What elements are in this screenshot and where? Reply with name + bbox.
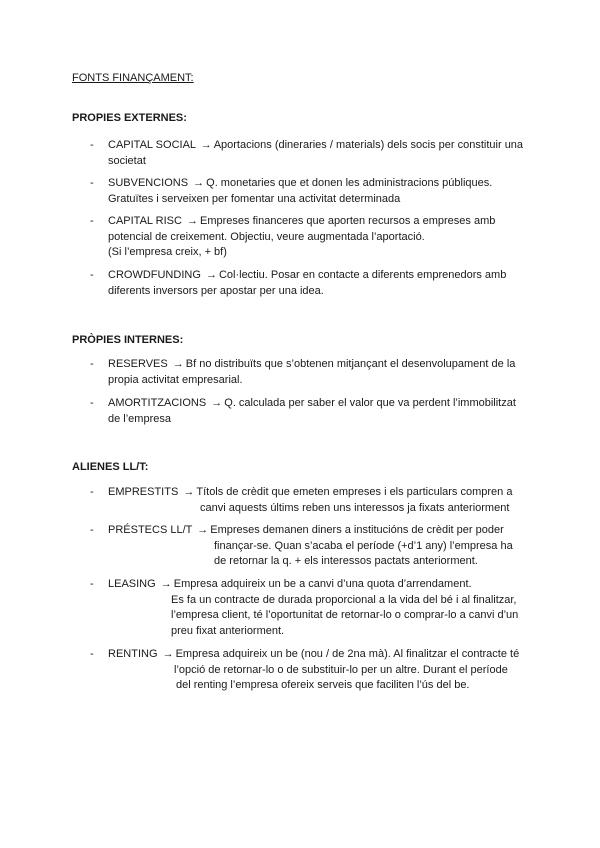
item-term: AMORTITZACIONS [108,397,207,409]
item-text: del renting l’empresa ofereix serveis que faciliten l’ús del be. [176,679,470,691]
item-term: CAPITAL SOCIAL [108,139,196,151]
item-text: Es fa un contracte de durada proporcional a la vida del bé i al finalitzar, [171,593,517,606]
item-text: de retornar la q. + els interessos pactats anteriorment. [214,555,478,567]
bullet-dash: - [90,269,94,281]
item-term: SUBVENCIONS [108,177,189,189]
item-text: canvi aquests últims reben uns interessos ja fixats anteriorment [200,501,510,514]
item-text: diferents inversors per apostar per una idea. [108,284,324,297]
arrow-icon: → [205,269,217,281]
bullet-dash: - [90,397,94,409]
item-term: CAPITAL RISC [108,215,182,227]
item-text: Col·lectiu. Posar en contacte a diferents emprenedors amb [218,269,507,281]
arrow-icon: → [197,524,209,536]
item-term: PRÉSTECS LL/T [108,524,193,536]
bullet-dash: - [90,358,94,370]
arrow-icon: → [172,358,184,370]
bullet-dash: - [90,578,94,590]
item-term: CROWDFUNDING [108,269,201,281]
item-text: Empresa adquireix un be a canvi d’una quota d’arrendament. [173,578,472,590]
item-text: societat [108,154,146,167]
item-text: finançar-se. Quan s’acaba el període (+d’1 any) l’empresa ha [214,539,513,552]
item-text: l’empresa client, té l’oportunitat de retornar-lo o comprar-lo a canvi d’un [171,609,519,621]
arrow-icon: → [160,578,172,590]
item-text: l’opció de retornar-lo o de substituir-lo per un altre. Durant el període [174,663,508,676]
item-text: de l’empresa [108,412,171,425]
item-term: RENTING [108,648,158,660]
arrow-icon: → [183,486,195,498]
item-text: Empresa adquireix un be (nou / de 2na mà). Al finalitzar el contracte té [175,648,520,660]
bullet-dash: - [90,139,94,151]
arrow-icon: → [187,215,199,227]
arrow-icon: → [200,139,212,151]
bullet-dash: - [90,177,94,189]
item-text: Gratuïtes i serveixen per fomentar una activitat determinada [108,192,401,205]
section-heading-propies-internes: PRÒPIES INTERNES: [72,334,184,346]
bullet-dash: - [90,524,94,536]
item-text: preu fixat anteriorment. [171,624,285,637]
item-term: EMPRESTITS [108,486,179,498]
item-text: Q. monetaries que et donen les administracions públiques. [206,177,493,189]
item-term: RESERVES [108,358,168,370]
item-term: LEASING [108,578,156,590]
item-text: Q. calculada per saber el valor que va perdent l’immobilitzat [224,397,516,409]
item-text: Bf no distribuïts que s’obtenen mitjançant el desenvolupament de la [185,358,516,370]
arrow-icon: → [211,397,223,409]
item-text: potencial de creixement. Objectiu, veure augmentada l’aportació. [108,230,425,243]
arrow-icon: → [193,177,205,189]
section-heading-alienes: ALIENES LL/T: [72,461,149,473]
item-text: propia activitat empresarial. [108,373,243,386]
item-text: Aportacions (dineraries / materials) dels socis per constituir una [213,139,524,151]
section-heading-propies-externes: PROPIES EXTERNES: [72,112,187,124]
item-text: Empreses demanen diners a institucións de crèdit per poder [210,524,504,536]
item-text: Empreses financeres que aporten recursos a empreses amb [200,215,496,227]
bullet-dash: - [90,648,94,660]
item-text: (Si l’empresa creix, + bf) [108,246,227,258]
document-title: FONTS FINANÇAMENT: [72,72,194,84]
bullet-dash: - [90,486,94,498]
arrow-icon: → [162,648,174,660]
item-text: Títols de crèdit que emeten empreses i els particulars compren a [196,486,513,498]
bullet-dash: - [90,215,94,227]
